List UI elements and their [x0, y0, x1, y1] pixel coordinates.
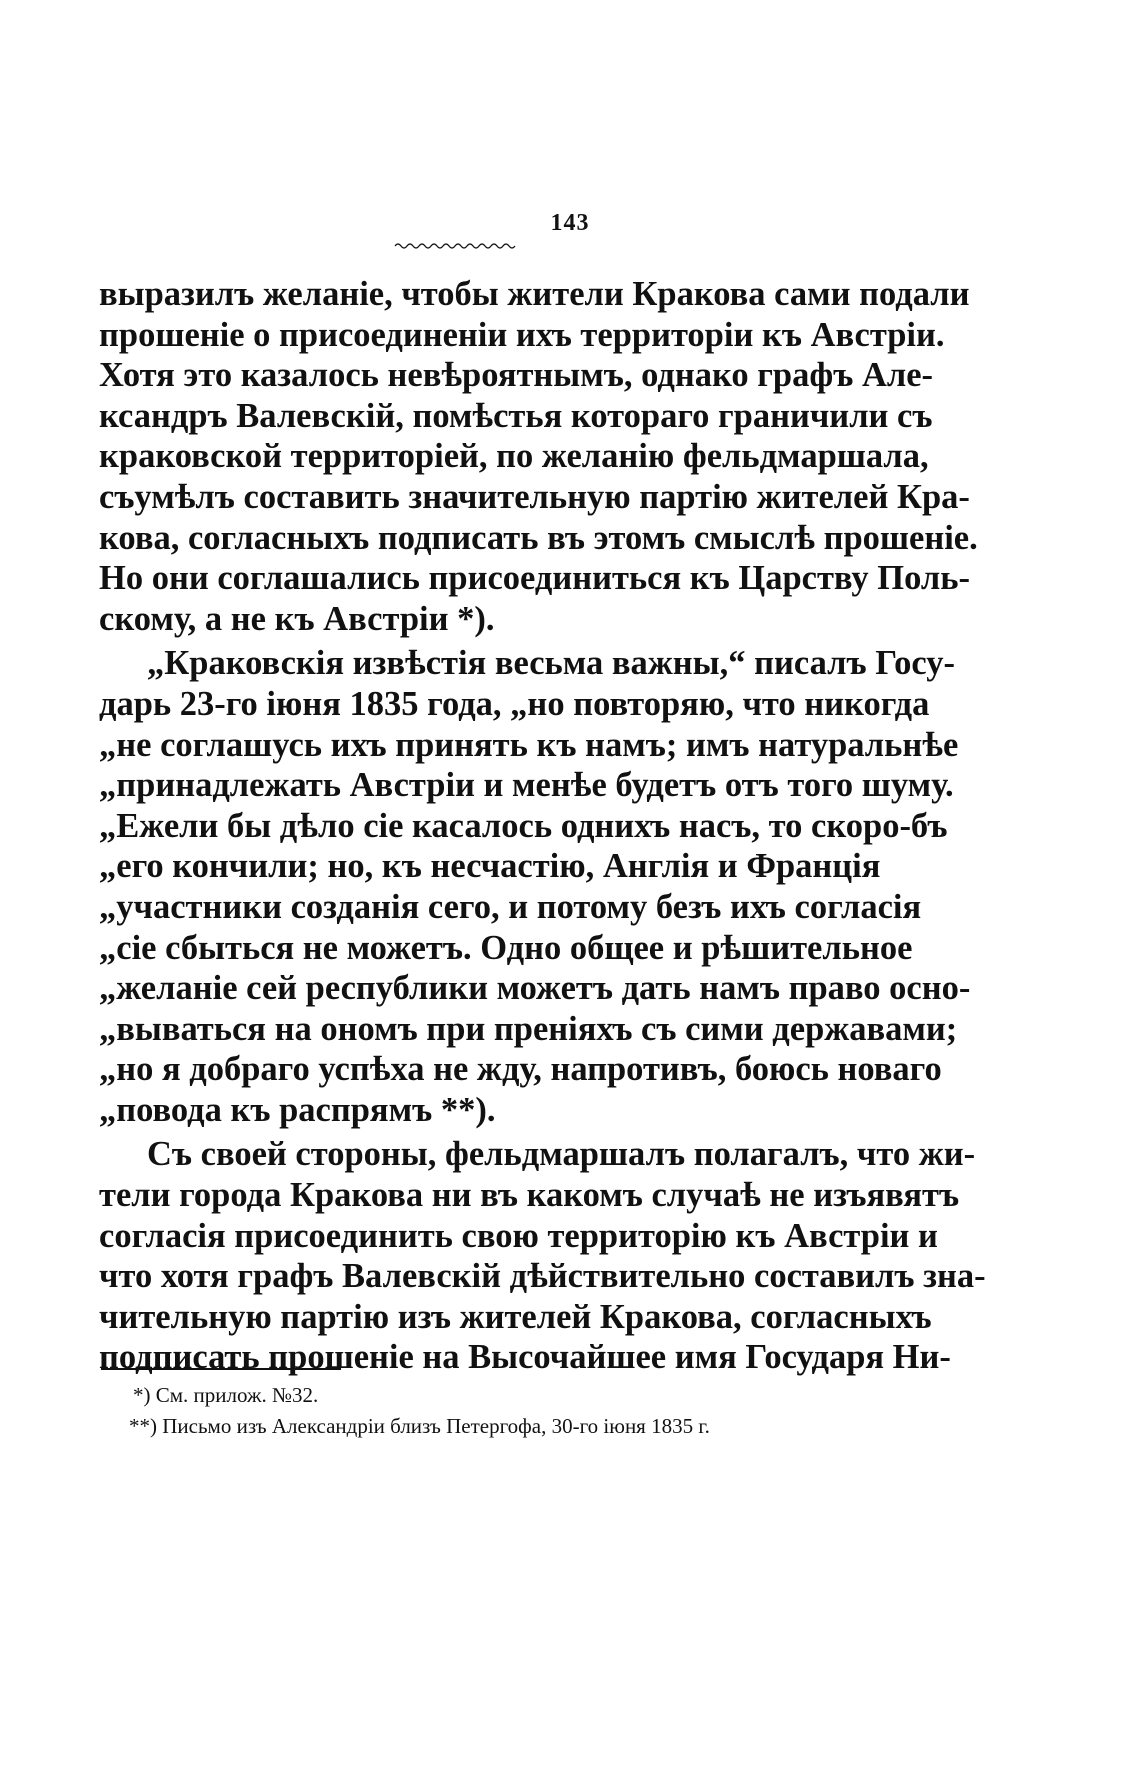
text-line: согласія присоединить свою территорію къ Австріи и: [99, 1216, 938, 1255]
text-line: скому, а не къ Австріи *).: [99, 599, 495, 638]
page-number: 143: [550, 210, 590, 236]
body-text: [99, 274, 986, 1378]
text-line: кова, согласныхъ подписать въ этомъ смыслѣ прошеніе.: [99, 518, 978, 557]
text-line: Хотя это казалось невѣроятнымъ, однако графъ Але-: [99, 356, 934, 395]
text-line: тели города Кракова ни въ какомъ случаѣ не изъявятъ: [99, 1176, 960, 1215]
footnote-rule: [101, 1368, 341, 1370]
text-line: „желаніе сей республики можетъ дать намъ право осно-: [99, 969, 971, 1008]
text-line: „участники созданія сего, и потому безъ ихъ согласія: [99, 887, 922, 926]
page-number-flourish: [395, 241, 515, 251]
text-line: „Ежели бы дѣло сіе касалось однихъ насъ, то скоро-бъ: [99, 806, 948, 845]
footnote-2: **) Письмо изъ Александріи близъ Петергофа, 30-го іюня 1835 г.: [129, 1414, 710, 1438]
text-line: „не соглашусь ихъ принять къ намъ; имъ натуральнѣе: [99, 725, 959, 764]
text-line: „его кончили; но, къ несчастію, Англія и Франція: [99, 847, 881, 886]
text-line: „принадлежать Австріи и менѣе будетъ отъ того шуму.: [99, 766, 954, 805]
text-line: что хотя графъ Валевскій дѣйствительно составилъ зна-: [99, 1257, 986, 1296]
text-line: дарь 23-го іюня 1835 года, „но повторяю, что никогда: [99, 684, 930, 723]
footnote-1: *) См. прилож. №32.: [133, 1383, 319, 1407]
text-line: „повода къ распрямъ **).: [99, 1090, 496, 1129]
text-line: „сіе сбыться не можетъ. Одно общее и рѣшительное: [99, 928, 913, 967]
text-line: Съ своей стороны, фельдмаршалъ полагалъ, что жи-: [147, 1135, 976, 1174]
text-line: прошеніе о присоединеніи ихъ территоріи къ Австріи.: [99, 315, 945, 354]
text-line: краковской территоріей, по желанію фельдмаршала,: [99, 437, 929, 476]
text-line: „вываться на ономъ при преніяхъ съ сими державами;: [99, 1009, 958, 1048]
text-line: ксандръ Валевскій, помѣстья котораго граничили съ: [99, 396, 933, 435]
text-line: чительную партію изъ жителей Кракова, согласныхъ: [99, 1297, 932, 1336]
text-line: „Краковскія извѣстія весьма важны,“ писалъ Госу-: [147, 644, 956, 683]
text-line: выразилъ желаніе, чтобы жители Кракова сами подали: [99, 275, 970, 313]
text-line: съумѣлъ составить значительную партію жителей Кра-: [99, 477, 970, 516]
text-line: Но они соглашались присоединиться къ Царству Поль-: [99, 559, 970, 598]
text-line: подписать прошеніе на Высочайшее имя Государя Ни-: [99, 1338, 951, 1377]
text-line: „но я добраго успѣха не жду, напротивъ, боюсь новаго: [99, 1050, 942, 1089]
paragraph-3: [99, 1134, 986, 1378]
paragraph-2: [99, 643, 971, 1130]
paragraph-1: [99, 274, 978, 639]
footnotes: [129, 1380, 813, 1442]
